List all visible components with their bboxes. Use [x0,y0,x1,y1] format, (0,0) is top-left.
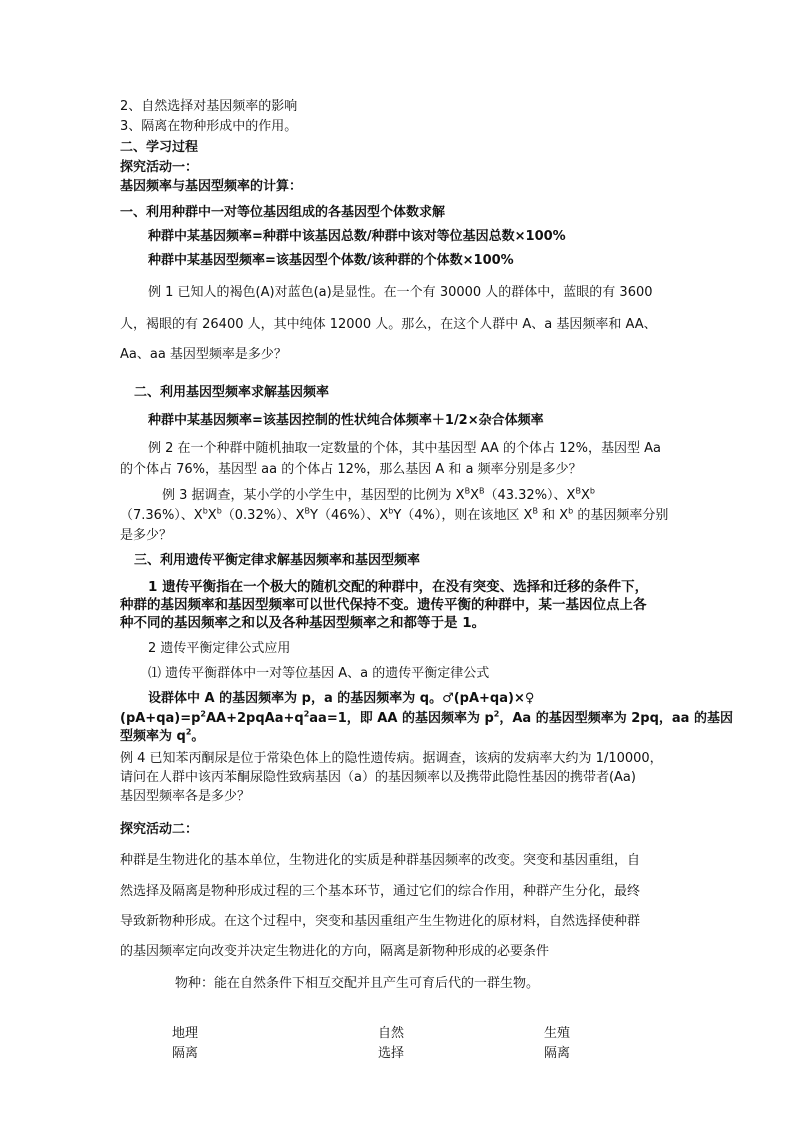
table-cell-natural: 自然 [378,1026,405,1041]
example-3-line-3: 是多少？ [120,528,173,543]
equilibrium-line-2: 种群的基因频率和基因型频率可以世代保持不变。遗传平衡的种群中，某一基因位点上各 [120,597,647,613]
method-3-heading: 三、利用遗传平衡定律求解基因频率和基因型频率 [134,553,421,568]
paragraph-line-4: 的基因频率定向改变并决定生物进化的方向，隔离是新物种形成的必要条件 [120,944,550,959]
section-heading: 二、学习过程 [120,140,199,155]
equilibrium-line-1: 1 遗传平衡指在一个极大的随机交配的种群中，在没有突变、选择和迁移的条件下， [148,579,649,595]
table-cell-geographic: 地理 [172,1026,199,1041]
equilibrium-formula-line-2: $(pA+qa)=p^2AA+2pqAa+q^2aa=1$，即 AA 的基因频率为 $p^2$，Aa 的基因型频率为 2pq，aa 的基因 [120,709,733,726]
paragraph-line-2: 然选择及隔离是物种形成过程的三个基本环节，通过它们的综合作用，种群产生分化，最终 [120,884,641,899]
equilibrium-formula-title: ⑴ 遗传平衡群体中一对等位基因 A、a 的遗传平衡定律公式 [148,666,490,681]
example-1-line-1: 例 1 已知人的褐色(A)对蓝色(a)是显性。在一个有 30000 人的群体中，蓝眼的有 3600 [148,285,653,300]
activity-2-heading: 探究活动二： [120,822,199,837]
example-3-line-1: 例 3 据调查，某小学的小学生中，基因型的比例为 $X^BX^B(43.32\%)$、$X^BX^b$ [162,486,595,503]
example-1-line-3: Aa、aa 基因型频率是多少？ [120,347,287,362]
example-4-line-1: 例 4 已知苯丙酮尿是位于常染色体上的隐性遗传病。据调查，该病的发病率大约为 1/10000， [120,751,663,766]
example-4-line-2: 请问在人群中该丙苯酮尿隐性致病基因（a）的基因频率以及携带此隐性基因的携带者(Aa) [120,770,636,785]
table-cell-isolation-1: 隔离 [172,1046,199,1061]
equilibrium-apply: 2 遗传平衡定律公式应用 [148,641,291,656]
example-2-line-1: 例 2 在一个种群中随机抽取一定数量的个体，其中基因型 AA 的个体占 12%，基因型 Aa [148,441,661,456]
method-2-heading: 二、利用基因型频率求解基因频率 [134,385,330,400]
equilibrium-line-3: 种不同的基因频率之和以及各种基因型频率之和都等于是 1。 [120,615,486,631]
table-cell-isolation-2: 隔离 [544,1046,571,1061]
species-definition: 物种：能在自然条件下相互交配并且产生可育后代的一群生物。 [175,976,540,991]
line-2: 3、隔离在物种形成中的作用。 [120,119,298,134]
table-cell-selection: 选择 [378,1046,405,1061]
formula-2: 种群中某基因型频率=该基因型个体数/该种群的个体数×100% [148,253,514,268]
formula-3: 种群中某基因频率=该基因控制的性状纯合体频率＋1/2×杂合体频率 [148,413,544,428]
paragraph-line-1: 种群是生物进化的基本单位，生物进化的实质是种群基因频率的改变。突变和基因重组，自 [120,853,641,868]
example-2-line-2: 的个体占 76%，基因型 aa 的个体占 12%，那么基因 A 和 a 频率分别是多少？ [120,462,582,477]
table-cell-reproductive: 生殖 [544,1026,571,1041]
line-1: 2、自然选择对基因频率的影响 [120,99,298,114]
equilibrium-formula-line-1: 设群体中 A 的基因频率为 p，a 的基因频率为 q。♂(pA+qa)×♀ [148,691,535,706]
example-3-line-2: （7.36%）、$X^bX^b(0.32\%)$、$X^BY(46\%)$、$X^bY(4\%)$，则在该地区 $X^B$ 和 $X^b$ 的基因频率分别 [120,506,669,523]
formula-1: 种群中某基因频率=种群中该基因总数/种群中该对等位基因总数×100% [148,229,566,244]
example-4-line-3: 基因型频率各是多少？ [120,789,251,804]
activity-1-heading: 探究活动一： [120,160,199,175]
example-1-line-2: 人，褐眼的有 26400 人，其中纯体 12000 人。那么，在这个人群中 A、a 基因频率和 AA、 [120,317,657,332]
equilibrium-formula-line-3: 型频率为 $q^2$。 [120,727,205,744]
paragraph-line-3: 导致新物种形成。在这个过程中，突变和基因重组产生生物进化的原材料，自然选择使种群 [120,914,641,929]
subheading: 基因频率与基因型频率的计算： [120,179,303,194]
method-1-heading: 一、利用种群中一对等位基因组成的各基因型个体数求解 [120,205,446,220]
